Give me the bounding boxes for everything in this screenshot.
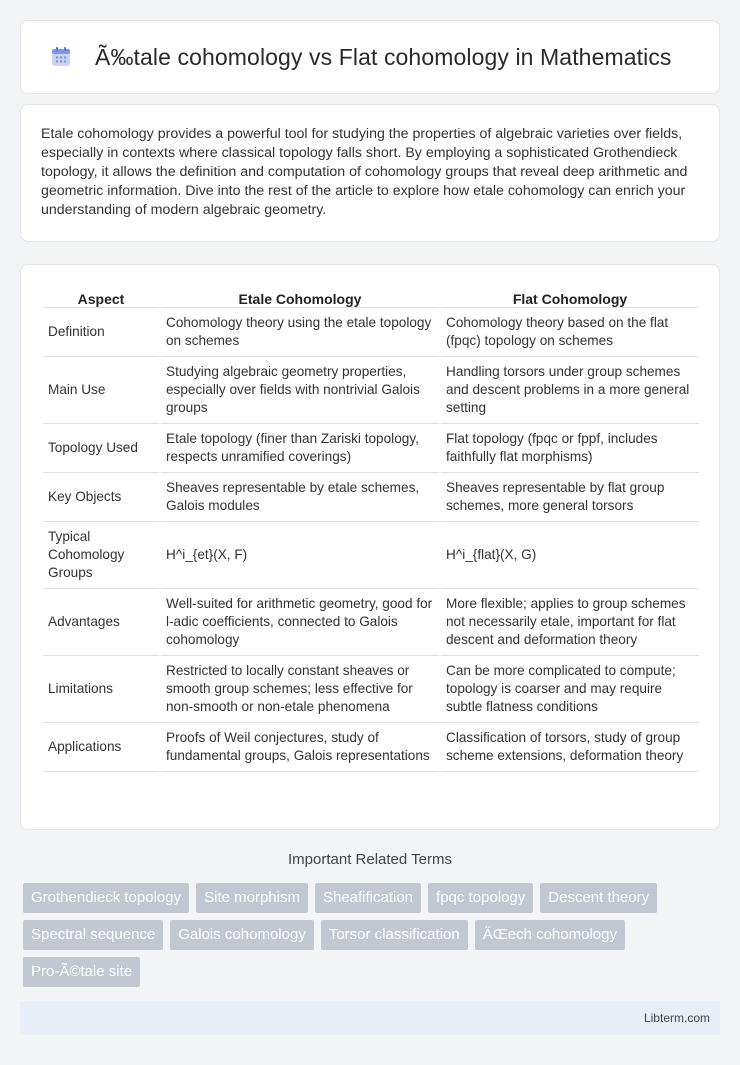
table-cell-flat: Cohomology theory based on the flat (fpqc) topology on schemes [441,308,699,357]
column-header-aspect: Aspect [43,285,159,308]
column-header-flat: Flat Cohomology [441,285,699,308]
related-term-tag[interactable]: ÄŒech cohomology [475,920,625,950]
comparison-table [41,285,701,772]
table-cell-flat: H^i_{flat}(X, G) [441,522,699,589]
table-cell-etale: Well-suited for arithmetic geometry, good for l-adic coefficients, connected to Galois cohomology [161,589,439,656]
related-term-tag[interactable]: Torsor classification [321,920,468,950]
table-cell-flat: Sheaves representable by flat group schemes, more general torsors [441,473,699,522]
table-cell-flat: Can be more complicated to compute; topology is coarser and may require subtle flatness conditions [441,656,699,723]
intro-card [20,104,720,242]
table-cell-etale: Sheaves representable by etale schemes, Galois modules [161,473,439,522]
related-term-tag[interactable]: Grothendieck topology [23,883,189,913]
table-cell-aspect: Definition [43,308,159,357]
related-terms-title: Important Related Terms [288,851,452,868]
comparison-card [20,264,720,830]
table-row [43,308,699,357]
column-header-etale: Etale Cohomology [161,285,439,308]
table-cell-etale: Restricted to locally constant sheaves or smooth group schemes; less effective for non-smooth or non-etale phenomena [161,656,439,723]
table-cell-aspect: Applications [43,723,159,772]
table-cell-flat: More flexible; applies to group schemes not necessarily etale, important for flat descent and deformation theory [441,589,699,656]
table-cell-etale: Studying algebraic geometry properties, especially over fields with nontrivial Galois groups [161,357,439,424]
related-term-tag[interactable]: Sheafification [315,883,421,913]
intro-text: Etale cohomology provides a powerful tool for studying the properties of algebraic varieties over fields, especially in contexts where classical topology falls short. By employing a sophisticated Grothendieck topology, it allows the definition and computation of cohomology groups that reveal deep arithmetic and geometric information. Dive into the rest of the article to explore how etale cohomology can enrich your understanding of modern algebraic geometry. [41,126,688,218]
table-cell-flat: Classification of torsors, study of group scheme extensions, deformation theory [441,723,699,772]
table-cell-aspect: Key Objects [43,473,159,522]
table-cell-aspect: Limitations [43,656,159,723]
table-cell-aspect: Topology Used [43,424,159,473]
table-cell-etale: Proofs of Weil conjectures, study of fundamental groups, Galois representations [161,723,439,772]
table-row [43,424,699,473]
related-term-tag[interactable]: Spectral sequence [23,920,163,950]
table-cell-flat: Flat topology (fpqc or fppf, includes faithfully flat morphisms) [441,424,699,473]
related-term-tag[interactable]: Descent theory [540,883,657,913]
table-cell-etale: Cohomology theory using the etale topology on schemes [161,308,439,357]
table-row [43,656,699,723]
footer [20,1001,720,1035]
table-row [43,522,699,589]
table-cell-flat: Handling torsors under group schemes and descent problems in a more general setting [441,357,699,424]
related-terms-list [23,883,713,987]
table-header-row [43,285,699,308]
related-term-tag[interactable]: Galois cohomology [170,920,314,950]
table-row [43,589,699,656]
table-row [43,473,699,522]
related-term-tag[interactable]: Pro-Ã©tale site [23,957,140,987]
page-title: Ã‰tale cohomology vs Flat cohomology in Mathematics [95,43,672,70]
table-cell-aspect: Typical Cohomology Groups [43,522,159,589]
table-body [43,308,699,772]
table-cell-etale: Etale topology (finer than Zariski topology, respects unramified coverings) [161,424,439,473]
table-cell-aspect: Main Use [43,357,159,424]
related-term-tag[interactable]: Site morphism [196,883,308,913]
table-row [43,357,699,424]
calendar-icon [49,45,73,69]
table-row [43,723,699,772]
footer-site[interactable]: Libterm.com [643,1011,710,1025]
table-cell-aspect: Advantages [43,589,159,656]
table-cell-etale: H^i_{et}(X, F) [161,522,439,589]
header-card [20,20,720,94]
related-term-tag[interactable]: fpqc topology [428,883,533,913]
